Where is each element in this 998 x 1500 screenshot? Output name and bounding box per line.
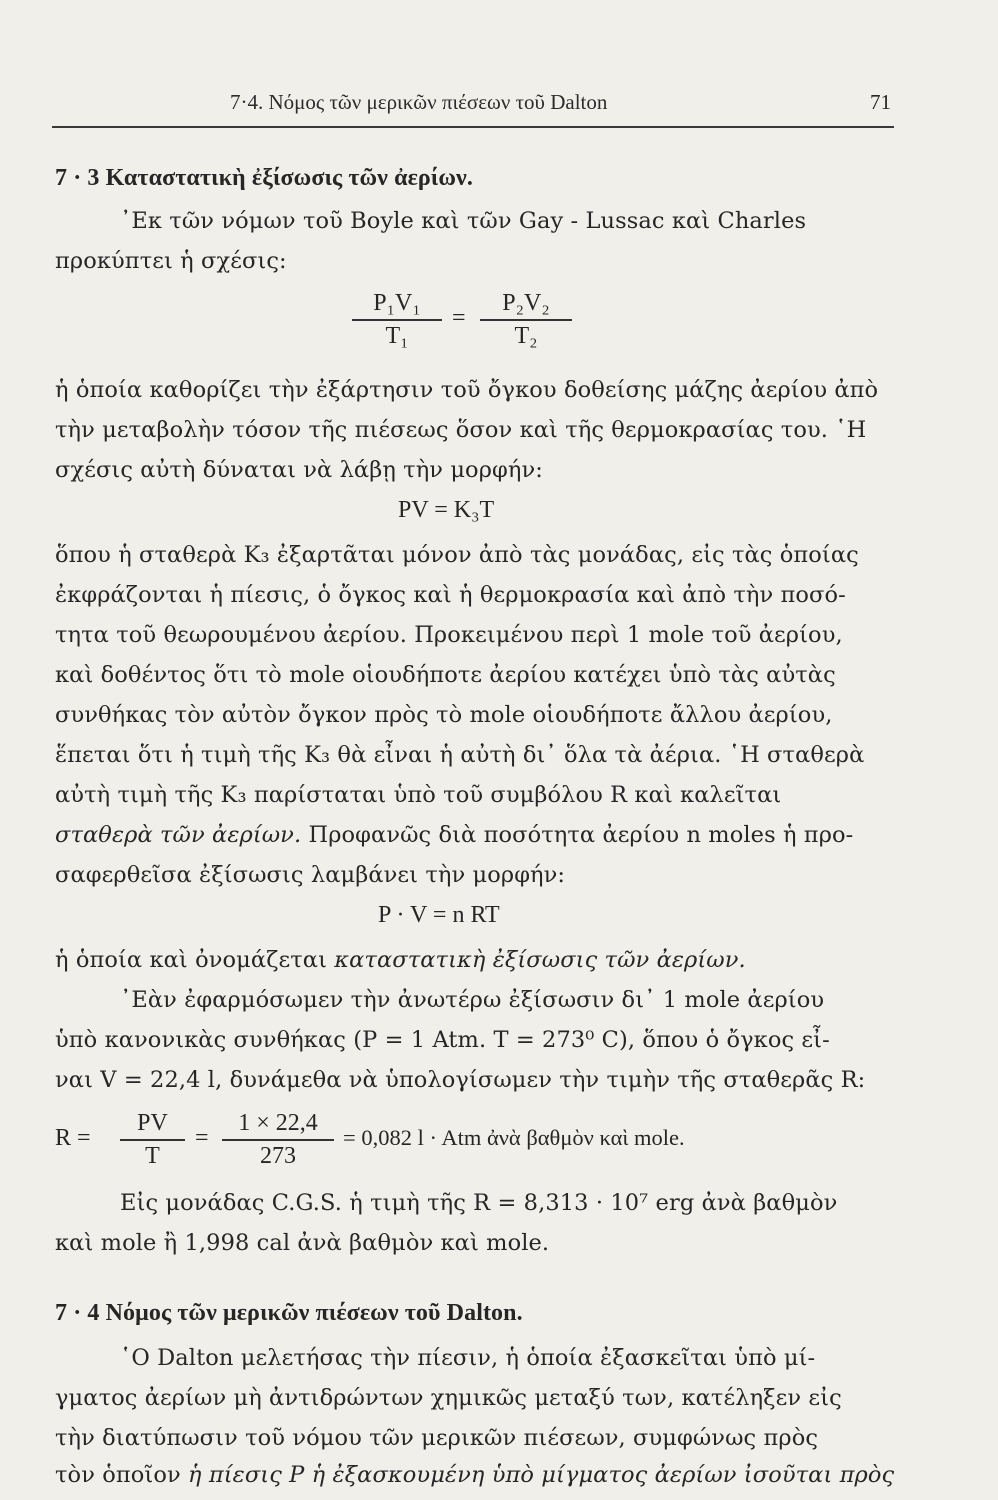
eq4-r: R = — [55, 1125, 91, 1151]
text-run: Προφανῶς διὰ ποσότητα ἀερίου n moles ἡ προ- — [301, 822, 854, 848]
italic-term: καταστατικὴ ἐξίσωσις τῶν ἀερίων. — [334, 947, 746, 973]
eq1-equals: = — [452, 305, 466, 331]
eq1-rhs-numerator: P₂V₂ — [502, 290, 550, 316]
paragraph-line: ναι V = 22,4 l, δυνάμεθα νὰ ὑπολογίσωμεν τὴν τιμὴν τῆς σταθερᾶς R: — [55, 1067, 866, 1093]
eq1-lhs-numerator: P₁V₁ — [373, 290, 421, 316]
running-head: 7·4. Νόμος τῶν μερικῶν πιέσεων τοῦ Dalton — [230, 90, 608, 114]
italic-term: σταθερὰ τῶν ἀερίων. — [55, 822, 302, 848]
eq4-equals: = — [195, 1125, 209, 1151]
paragraph-line — [55, 822, 853, 848]
paragraph-line: ὅπου ἡ σταθερὰ K₃ ἐξαρτᾶται μόνον ἀπὸ τὰς μονάδας, εἰς τὰς ὁποίας — [55, 542, 859, 568]
eq1-rhs-denominator: T₂ — [514, 322, 538, 349]
header-rule — [52, 126, 894, 128]
page-number: 71 — [870, 90, 891, 114]
paragraph-line: συνθήκας τὸν αὐτὸν ὄγκον πρὸς τὸ mole οἱουδήποτε ἄλλου ἀερίου, — [55, 702, 833, 728]
equation-2: PV = K₃T — [398, 497, 495, 523]
paragraph-line: Εἰς μονάδας C.G.S. ἡ τιμὴ τῆς R = 8,313 · 10⁷ erg ἀνὰ βαθμὸν — [120, 1190, 838, 1216]
eq4-fraction-2 — [222, 1110, 334, 1170]
section-title-7-4: 7 · 4 Νόμος τῶν μερικῶν πιέσεων τοῦ Dalton. — [55, 1300, 523, 1326]
paragraph-line: τὴν διατύπωσιν τοῦ νόμου τῶν μερικῶν πιέσεων, συμφώνως πρὸς — [55, 1425, 819, 1451]
paragraph-line: προκύπτει ἡ σχέσις: — [55, 248, 287, 274]
eq4-f1-numerator: PV — [137, 1110, 168, 1136]
paragraph-line: τητα τοῦ θεωρουμένου ἀερίου. Προκειμένου περὶ 1 mole τοῦ ἀερίου, — [55, 622, 843, 648]
paragraph-line: σαφερθεῖσα ἐξίσωσις λαμβάνει τὴν μορφήν: — [55, 862, 566, 888]
fraction-bar — [120, 1139, 185, 1141]
paragraph-line: σχέσις αὐτὴ δύναται νὰ λάβῃ τὴν μορφήν: — [55, 457, 543, 483]
paragraph-line: ἕπεται ὅτι ἡ τιμὴ τῆς K₃ θὰ εἶναι ἡ αὐτὴ δι᾿ ὅλα τὰ ἀέρια. ῾Η σταθερὰ — [55, 742, 865, 768]
paragraph-line: ἡ ὁποία καθορίζει τὴν ἐξάρτησιν τοῦ ὄγκου δοθείσης μάζης ἀερίου ἀπὸ — [55, 377, 879, 403]
paragraph-line: ὑπὸ κανονικὰς συνθήκας (P = 1 Atm. T = 273⁰ C), ὅπου ὁ ὄγκος εἶ- — [55, 1027, 830, 1053]
paragraph-line: γματος ἀερίων μὴ ἀντιδρώντων χημικῶς μεταξύ των, κατέληξεν εἰς — [55, 1385, 842, 1411]
paragraph-line: ᾿Εκ τῶν νόμων τοῦ Boyle καὶ τῶν Gay - Lussac καὶ Charles — [120, 208, 807, 234]
paragraph-line — [55, 1462, 894, 1488]
equation-3: P · V = n RT — [378, 902, 500, 928]
paragraph-line: καὶ δοθέντος ὅτι τὸ mole οἱουδήποτε ἀερίου κατέχει ὑπὸ τὰς αὐτὰς — [55, 662, 836, 688]
equation-1-lhs — [352, 290, 442, 350]
paragraph-line: ᾿Εὰν ἐφαρμόσωμεν τὴν ἀνωτέρω ἐξίσωσιν δι᾿ 1 mole ἀερίου — [120, 987, 825, 1013]
paragraph-line: τὴν μεταβολὴν τόσον τῆς πιέσεως ὅσον καὶ τῆς θερμοκρασίας του. ῾Η — [55, 417, 867, 443]
fraction-bar — [480, 319, 572, 321]
text-run: τὸν ὁποῖον — [55, 1462, 189, 1488]
eq4-result: = 0,082 l · Atm ἀνὰ βαθμὸν καὶ mole. — [343, 1125, 685, 1150]
paragraph-line — [55, 947, 746, 973]
paragraph-line: ἐκφράζονται ἡ πίεσις, ὁ ὄγκος καὶ ἡ θερμοκρασία καὶ ἀπὸ τὴν ποσό- — [55, 582, 846, 608]
text-run: ἡ ὁποία καὶ ὀνομάζεται — [55, 947, 335, 973]
eq4-f2-denominator: 273 — [260, 1142, 296, 1169]
paragraph-line: καὶ mole ἢ 1,998 cal ἀνὰ βαθμὸν καὶ mole. — [55, 1230, 550, 1256]
paragraph-line: ῾Ο Dalton μελετήσας τὴν πίεσιν, ἡ ὁποία ἐξασκεῖται ὑπὸ μί- — [120, 1345, 816, 1371]
eq4-f2-numerator: 1 × 22,4 — [238, 1110, 318, 1136]
fraction-bar — [352, 319, 442, 321]
eq4-f1-denominator: T — [145, 1142, 160, 1169]
fraction-bar — [222, 1139, 334, 1141]
section-title-7-3: 7 · 3 Καταστατικὴ ἐξίσωσις τῶν ἀερίων. — [55, 165, 473, 191]
equation-1-rhs — [480, 290, 572, 350]
eq1-lhs-denominator: T₁ — [385, 322, 409, 349]
eq4-fraction-1 — [120, 1110, 185, 1170]
paragraph-line: αὐτὴ τιμὴ τῆς K₃ παρίσταται ὑπὸ τοῦ συμβόλου R καὶ καλεῖται — [55, 782, 782, 808]
italic-definition: ἡ πίεσις P ἡ ἐξασκουμένη ὑπὸ μίγματος ἀερίων ἰσοῦται πρὸς — [188, 1462, 895, 1488]
